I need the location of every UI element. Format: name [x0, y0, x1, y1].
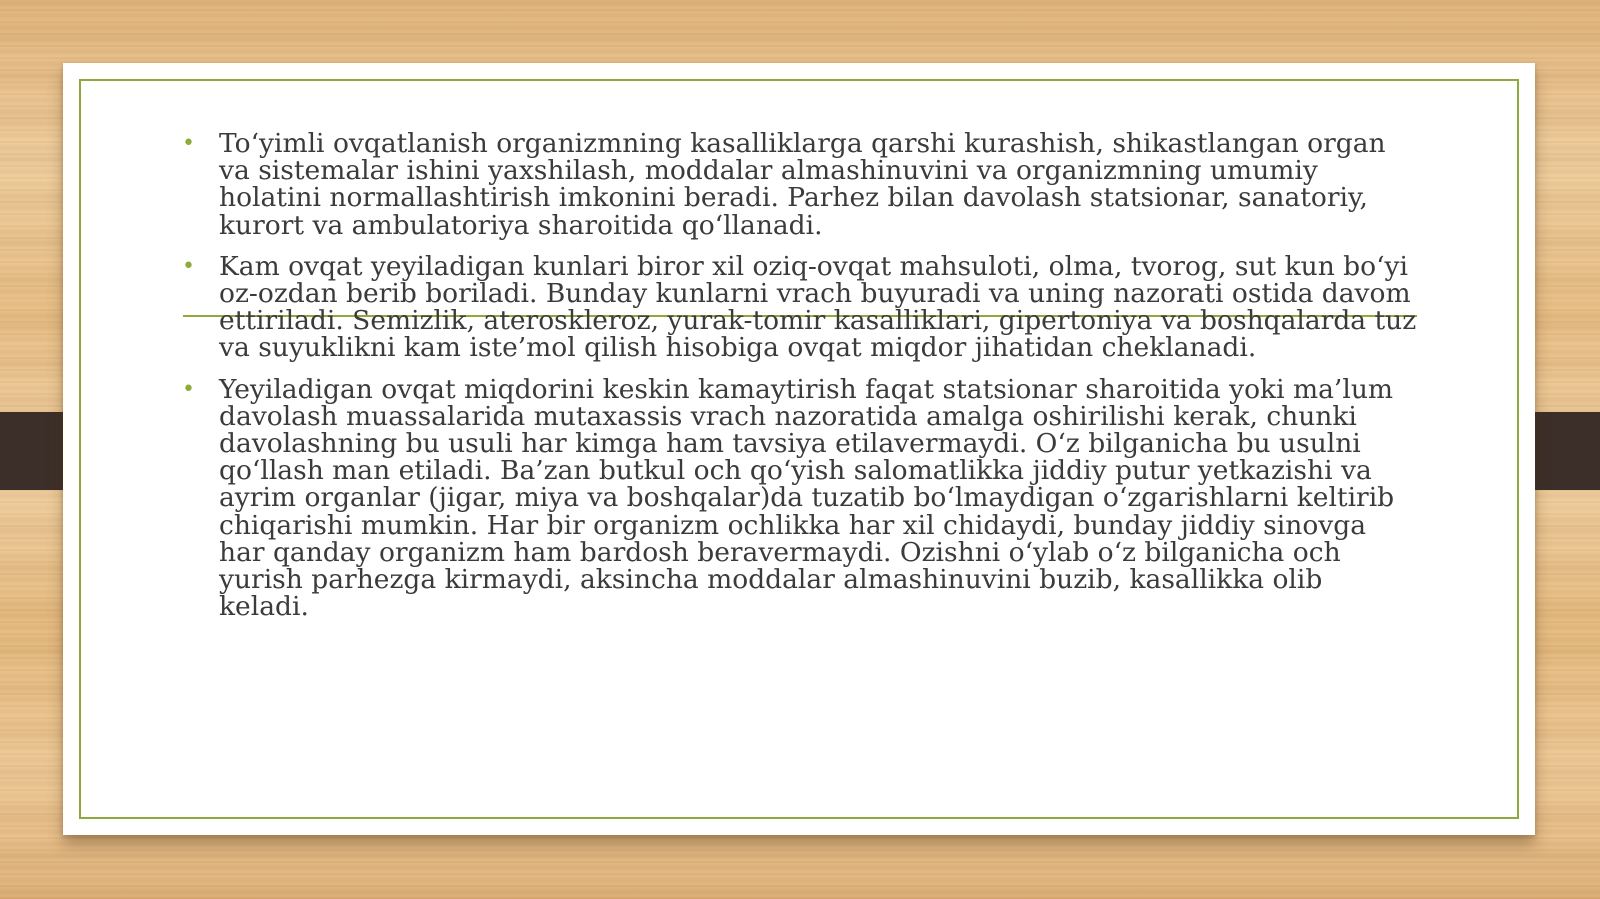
bullet-icon: •	[182, 131, 195, 156]
bullet-icon: •	[182, 253, 195, 279]
bullet-item-2	[182, 250, 1419, 364]
bullet-icon: •	[182, 376, 195, 402]
bullet-item-3	[182, 373, 1419, 623]
bullet-text: To‘yimli ovqatlanish organizmning kasalliklarga qarshi kurashish, shikastlangan organ va sistemalar ishini yaxshilash, moddalar almashinuvini va organizmning umumiy holatini normallashtirish imkonini beradi. Parhez bilan davolash statsionar, sanatoriy, kurort va ambulatoriya sharoitida qo‘llanadi.	[219, 128, 1386, 241]
bullet-list	[182, 128, 1419, 634]
bullet-text: Yeyiladigan ovqat miqdorini keskin kamaytirish faqat statsionar sharoitida yoki ma’lum davolash muassalarida mutaxassis vrach nazoratida amalga oshirilishi kerak, chunki davolashning bu usuli har kimga ham tavsiya etilavermaydi. O‘z bilganicha bu usulni qo‘llash man etiladi. Ba’zan butkul och qo‘yish salomatlikka jiddiy putur yetkazishi va ayrim organlar (jigar, miya va boshqalar)da tuzatib bo‘lmaydigan o‘zgarishlarni keltirib chiqarishi mumkin. Har bir organizm ochlikka har xil chidaydi, bunday jiddiy sinovga har qanday organizm ham bardosh beravermaydi. Ozishni o‘ylab o‘z bilganicha och yurish parhezga kirmaydi, aksincha moddalar almashinuvini buzib, kasallikka olib keladi.	[219, 373, 1395, 623]
bullet-item-1	[182, 128, 1419, 241]
bullet-text: Kam ovqat yeyiladigan kunlari biror xil oziq-ovqat mahsuloti, olma, tvorog, sut kun bo‘yi oz-ozdan berib boriladi. Bunday kunlarni vrach buyuradi va uning nazorati ostida davom ettiriladi. Semizlik, ateroskleroz, yurak-tomir kasalliklari, gipertoniya va boshqalarda tuz va suyuklikni kam iste’mol qilish hisobiga ovqat miqdor jihatidan cheklanadi.	[219, 250, 1417, 364]
